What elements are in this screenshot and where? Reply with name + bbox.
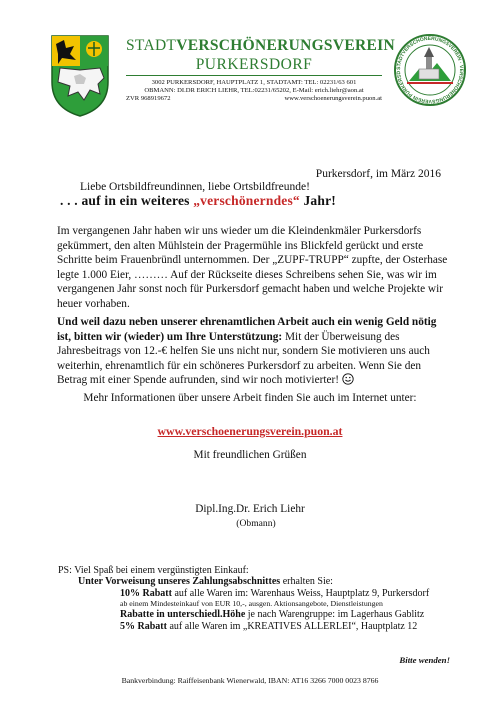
greeting: Liebe Ortsbildfreundinnen, liebe Ortsbildfreunde! xyxy=(80,181,310,193)
chair-contact-line: OBMANN: DI.DR ERICH LIEHR, TEL:02231/65202, E-Mail: erich.liehr@aon.at xyxy=(144,87,364,94)
ps-offer-weiss: 10% Rabatt auf alle Waren im: Warenhaus Weiss, Hauptplatz 9, Purkersdorf xyxy=(120,588,430,599)
letter-date: Purkersdorf, im März 2016 xyxy=(315,168,441,180)
header-divider xyxy=(126,75,382,76)
paragraph-appeal: Und weil dazu neben unserer ehrenamtlichen Arbeit auch ein wenig Geld nötig ist, bitten wir (wieder) um Ihre Unterstützung: Mit der Überweisung des Jahresbeitrags von 12.-€ helfen Sie uns nicht nur, sondern Sie motivieren uns auch weiterhin, ehrenamtlich für ein schöneres Purkersdorf zu arbeiten. Wenn Sie den Betrag mit einer Spende aufrunden, sind wir noch motivierter! xyxy=(57,316,437,387)
headline: . . . auf in ein weiteres „verschönerndes“ Jahr! xyxy=(60,193,336,208)
ps-condition: Unter Vorweisung unseres Zahlungsabschnittes erhalten Sie: xyxy=(78,576,333,587)
smiley-icon xyxy=(342,373,354,385)
address-line: 3002 PURKERSDORF, HAUPTPLATZ 1, STADTAMT: TEL: 02231/63 601 xyxy=(151,79,357,86)
info-line: Mehr Informationen über unsere Arbeit finden Sie auch im Internet unter: xyxy=(83,392,417,404)
ps-intro: PS: Viel Spaß bei einem vergünstigten Einkauf: xyxy=(58,565,249,576)
seal-text: STADTVERSCHÖNERUNGSVEREIN · VERSCHÖNERUNGSVEREIN PURKERSD xyxy=(395,35,465,105)
registry-line xyxy=(126,95,382,103)
header-website-link[interactable]: www.verschoenerungsverein.puon.at xyxy=(284,95,382,102)
org-name: STADTVERSCHÖNERUNGSVEREIN xyxy=(126,37,395,54)
ps-offer-kreatives: 5% Rabatt auf alle Waren im „KREATIVES ALLERLEI“, Hauptplatz 12 xyxy=(120,621,418,632)
signer-role: (Obmann) xyxy=(236,518,276,529)
ps-offer-weiss-note: ab einem Mindesteinkauf von EUR 10,-, ausgen. Aktionsangebote, Dienstleistungen xyxy=(120,599,383,608)
zvr-number: ZVR 968919672 xyxy=(126,95,171,102)
coat-of-arms-icon xyxy=(50,34,110,118)
org-city: PURKERSDORF xyxy=(195,56,313,73)
ps-offer-lagerhaus: Rabatte in unterschiedl.Höhe je nach Warengruppe: im Lagerhaus Gablitz xyxy=(120,609,425,620)
paragraph-review: Im vergangenen Jahr haben wir uns wieder um die Kleindenkmäler Purkersdorfs gekümmert, den alten Mühlstein der Pragermühle ins Blickfeld gerückt und erste Schritte beim Frauenbründl unternommen. Der „ZUPF-TRUPP“ zupfte, der Osterhase legte 1.000 Eier, ……… Auf der Rückseite dieses Schreibens sehen Sie, was wir im vergangenen Jahr sonst noch für Purkersdorf gemacht haben und welche Projekte wir heuer vorhaben. xyxy=(57,225,448,310)
club-seal-icon xyxy=(393,33,467,107)
turn-over-note: Bitte wenden! xyxy=(399,655,450,665)
bank-details: Bankverbindung: Raiffeisenbank Wienerwald, IBAN: AT16 3266 7000 0023 8766 xyxy=(121,676,379,685)
closing: Mit freundlichen Grüßen xyxy=(193,449,307,461)
website-link[interactable]: www.verschoenerungsverein.puon.at xyxy=(157,424,343,438)
signer-name: Dipl.Ing.Dr. Erich Liehr xyxy=(195,503,305,515)
